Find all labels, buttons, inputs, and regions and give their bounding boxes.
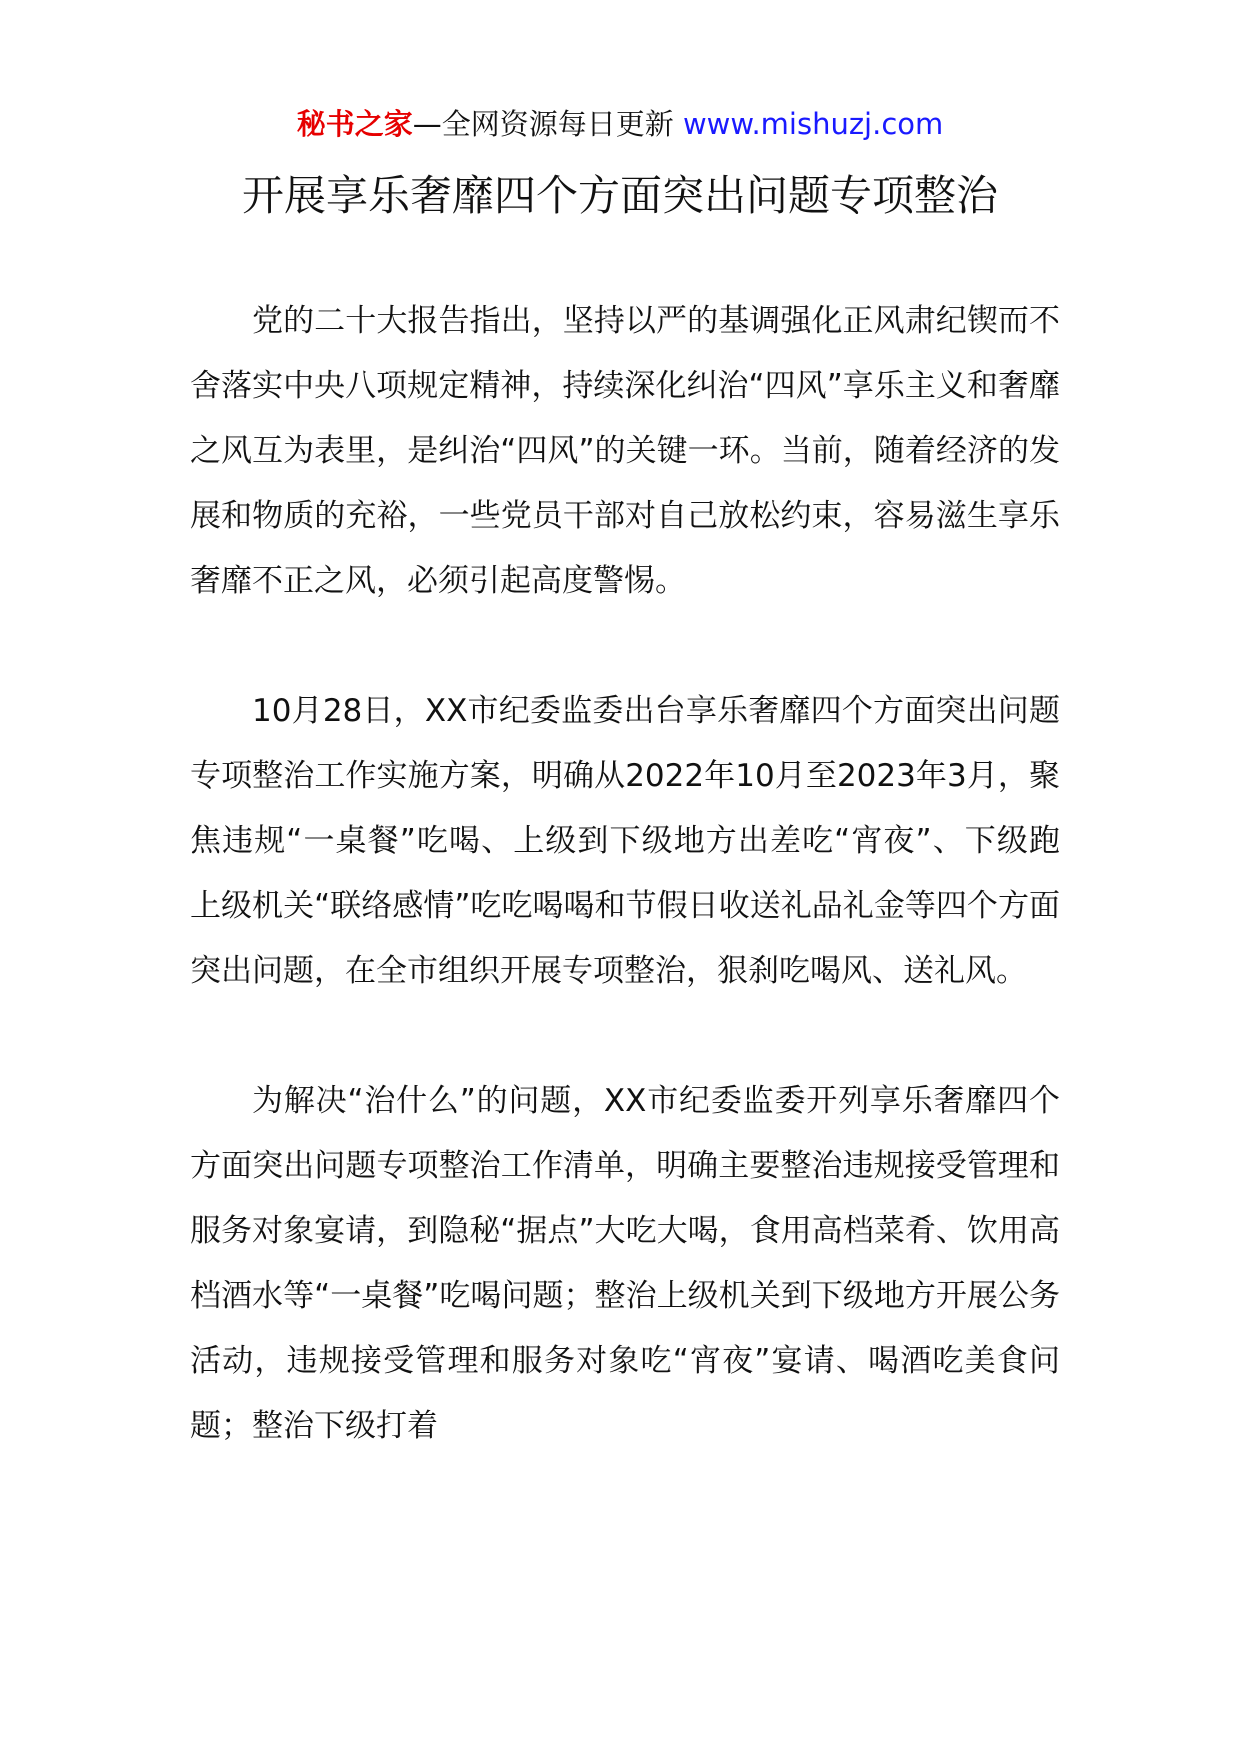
header-tagline: —全网资源每日更新 bbox=[412, 107, 674, 141]
site-header bbox=[0, 104, 1240, 144]
paragraph: 党的二十大报告指出，坚持以严的基调强化正风肃纪锲而不舍落实中央八项规定精神，持续深化纠治“四风”享乐主义和奢靡之风互为表里，是纠治“四风”的关键一环。当前，随着经济的发展和物质的充裕，一些党员干部对自己放松约束，容易滋生享乐奢靡不正之风，必须引起高度警惕。 bbox=[190, 303, 1060, 599]
paragraph: 10月28日，XX市纪委监委出台享乐奢靡四个方面突出问题专项整治工作实施方案，明确从2022年10月至2023年3月，聚焦违规“一桌餐”吃喝、上级到下级地方出差吃“宵夜”、下级跑上级机关“联络感情”吃吃喝喝和节假日收送礼品礼金等四个方面突出问题，在全市组织开展专项整治，狠刹吃喝风、送礼风。 bbox=[190, 693, 1060, 989]
document-body bbox=[190, 289, 1060, 1524]
document-title: 开展享乐奢靡四个方面突出问题专项整治 bbox=[241, 171, 998, 220]
paragraph: 为解决“治什么”的问题，XX市纪委监委开列享乐奢靡四个方面突出问题专项整治工作清单，明确主要整治违规接受管理和服务对象宴请，到隐秘“据点”大吃大喝，食用高档菜肴、饮用高档酒水等“一桌餐”吃喝问题；整治上级机关到下级地方开展公务活动，违规接受管理和服务对象吃“宵夜”宴请、喝酒吃美食问题；整治下级打着 bbox=[190, 1083, 1060, 1444]
brand-name: 秘书之家 bbox=[296, 107, 413, 141]
site-url-link[interactable]: www.mishuzj.com bbox=[682, 107, 944, 141]
